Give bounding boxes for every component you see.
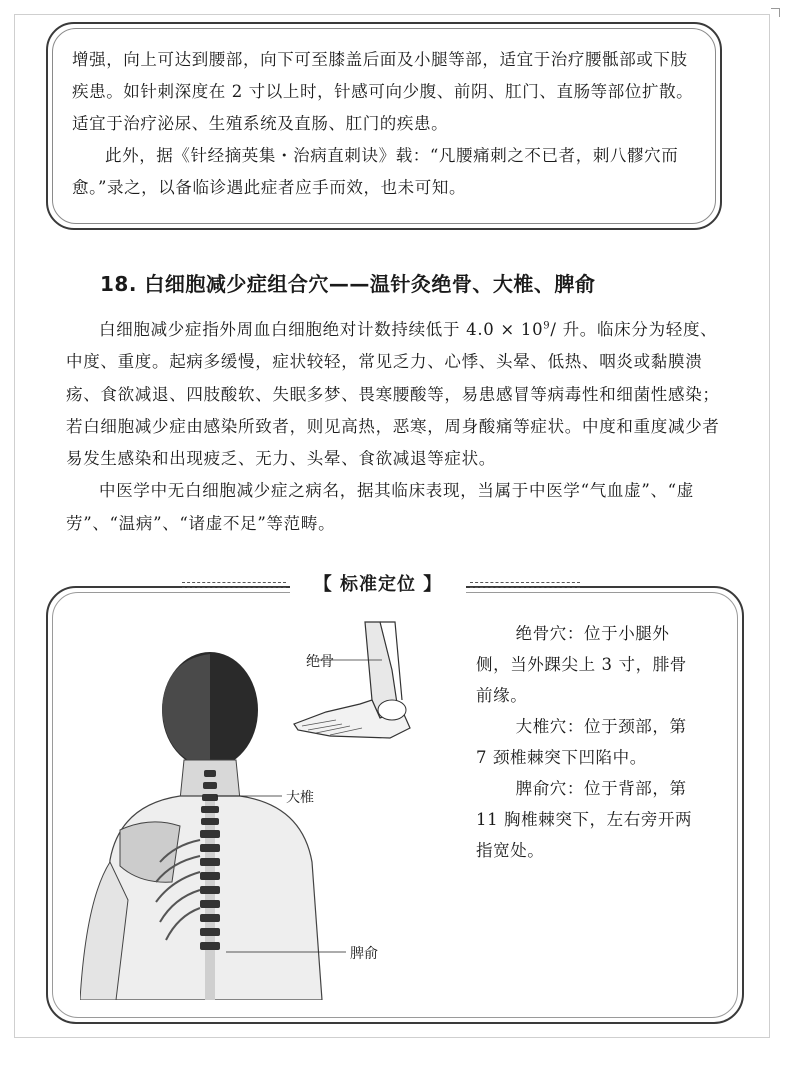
desc-juegu: 绝骨穴：位于小腿外侧，当外踝尖上 3 寸，腓骨前缘。 — [476, 624, 687, 705]
continued-paragraph-2: 此外，据《针经摘英集・治病直刺诀》载：“凡腰痛刺之不已者，刺八髎穴而愈。”录之，以备临诊遇此症者应手而效，也未可知。 — [72, 146, 679, 197]
acupoint-illustration — [80, 600, 440, 1000]
label-dazhui: 大椎 — [286, 790, 314, 806]
title-dash-left — [182, 582, 286, 588]
back-illustration — [80, 652, 346, 1000]
positioning-title: 【 标准定位 】 — [313, 574, 443, 595]
continued-text — [72, 44, 702, 204]
positioning-title-wrap — [290, 568, 466, 598]
section-heading: 18. 白细胞减少症组合穴——温针灸绝骨、大椎、脾俞 — [100, 272, 596, 296]
desc-pishu: 脾俞穴：位于背部，第 11 胸椎棘突下，左右旁开两指宽处。 — [476, 779, 693, 860]
exponent: 9 — [543, 320, 551, 332]
body-paragraph-1 — [66, 314, 730, 475]
body-paragraph-1-a: 白细胞减少症指外周血白细胞绝对计数持续低于 4.0 × 10 — [99, 320, 544, 339]
acupoint-descriptions — [476, 618, 702, 866]
desc-dazhui: 大椎穴：位于颈部，第 7 颈椎棘突下凹陷中。 — [476, 717, 687, 767]
label-juegu: 绝骨 — [306, 654, 334, 670]
continued-paragraph-1: 增强，向上可达到腰部，向下可至膝盖后面及小腿等部，适宜于治疗腰骶部或下肢疾患。如针刺深度在 2 寸以上时，针感可向少腹、前阴、肛门、直肠等部位扩散。适宜于治疗泌尿、生殖系统及直肠、肛门的疾患。 — [72, 50, 694, 133]
body-text — [66, 314, 730, 540]
foot-illustration — [294, 622, 410, 738]
body-paragraph-1-b: / 升。临床分为轻度、中度、重度。起病多缓慢，症状较轻，常见乏力、心悸、头晕、低热、咽炎或黏膜溃疡、食欲减退、四肢酸软、失眠多梦、畏寒腰酸等，易患感冒等病毒性和细菌性感染；若白细胞减少症由感染所致者，则见高热，恶寒，周身酸痛等症状。中度和重度减少者易发生感染和出现疲乏、无力、头晕、食欲减退等症状。 — [66, 320, 720, 469]
label-pishu: 脾俞 — [350, 946, 378, 962]
body-paragraph-2: 中医学中无白细胞减少症之病名，据其临床表现，当属于中医学“气血虚”、“虚劳”、“温病”、“诸虚不足”等范畴。 — [66, 481, 695, 533]
title-dash-right — [470, 582, 580, 588]
corner-mark — [771, 8, 780, 17]
